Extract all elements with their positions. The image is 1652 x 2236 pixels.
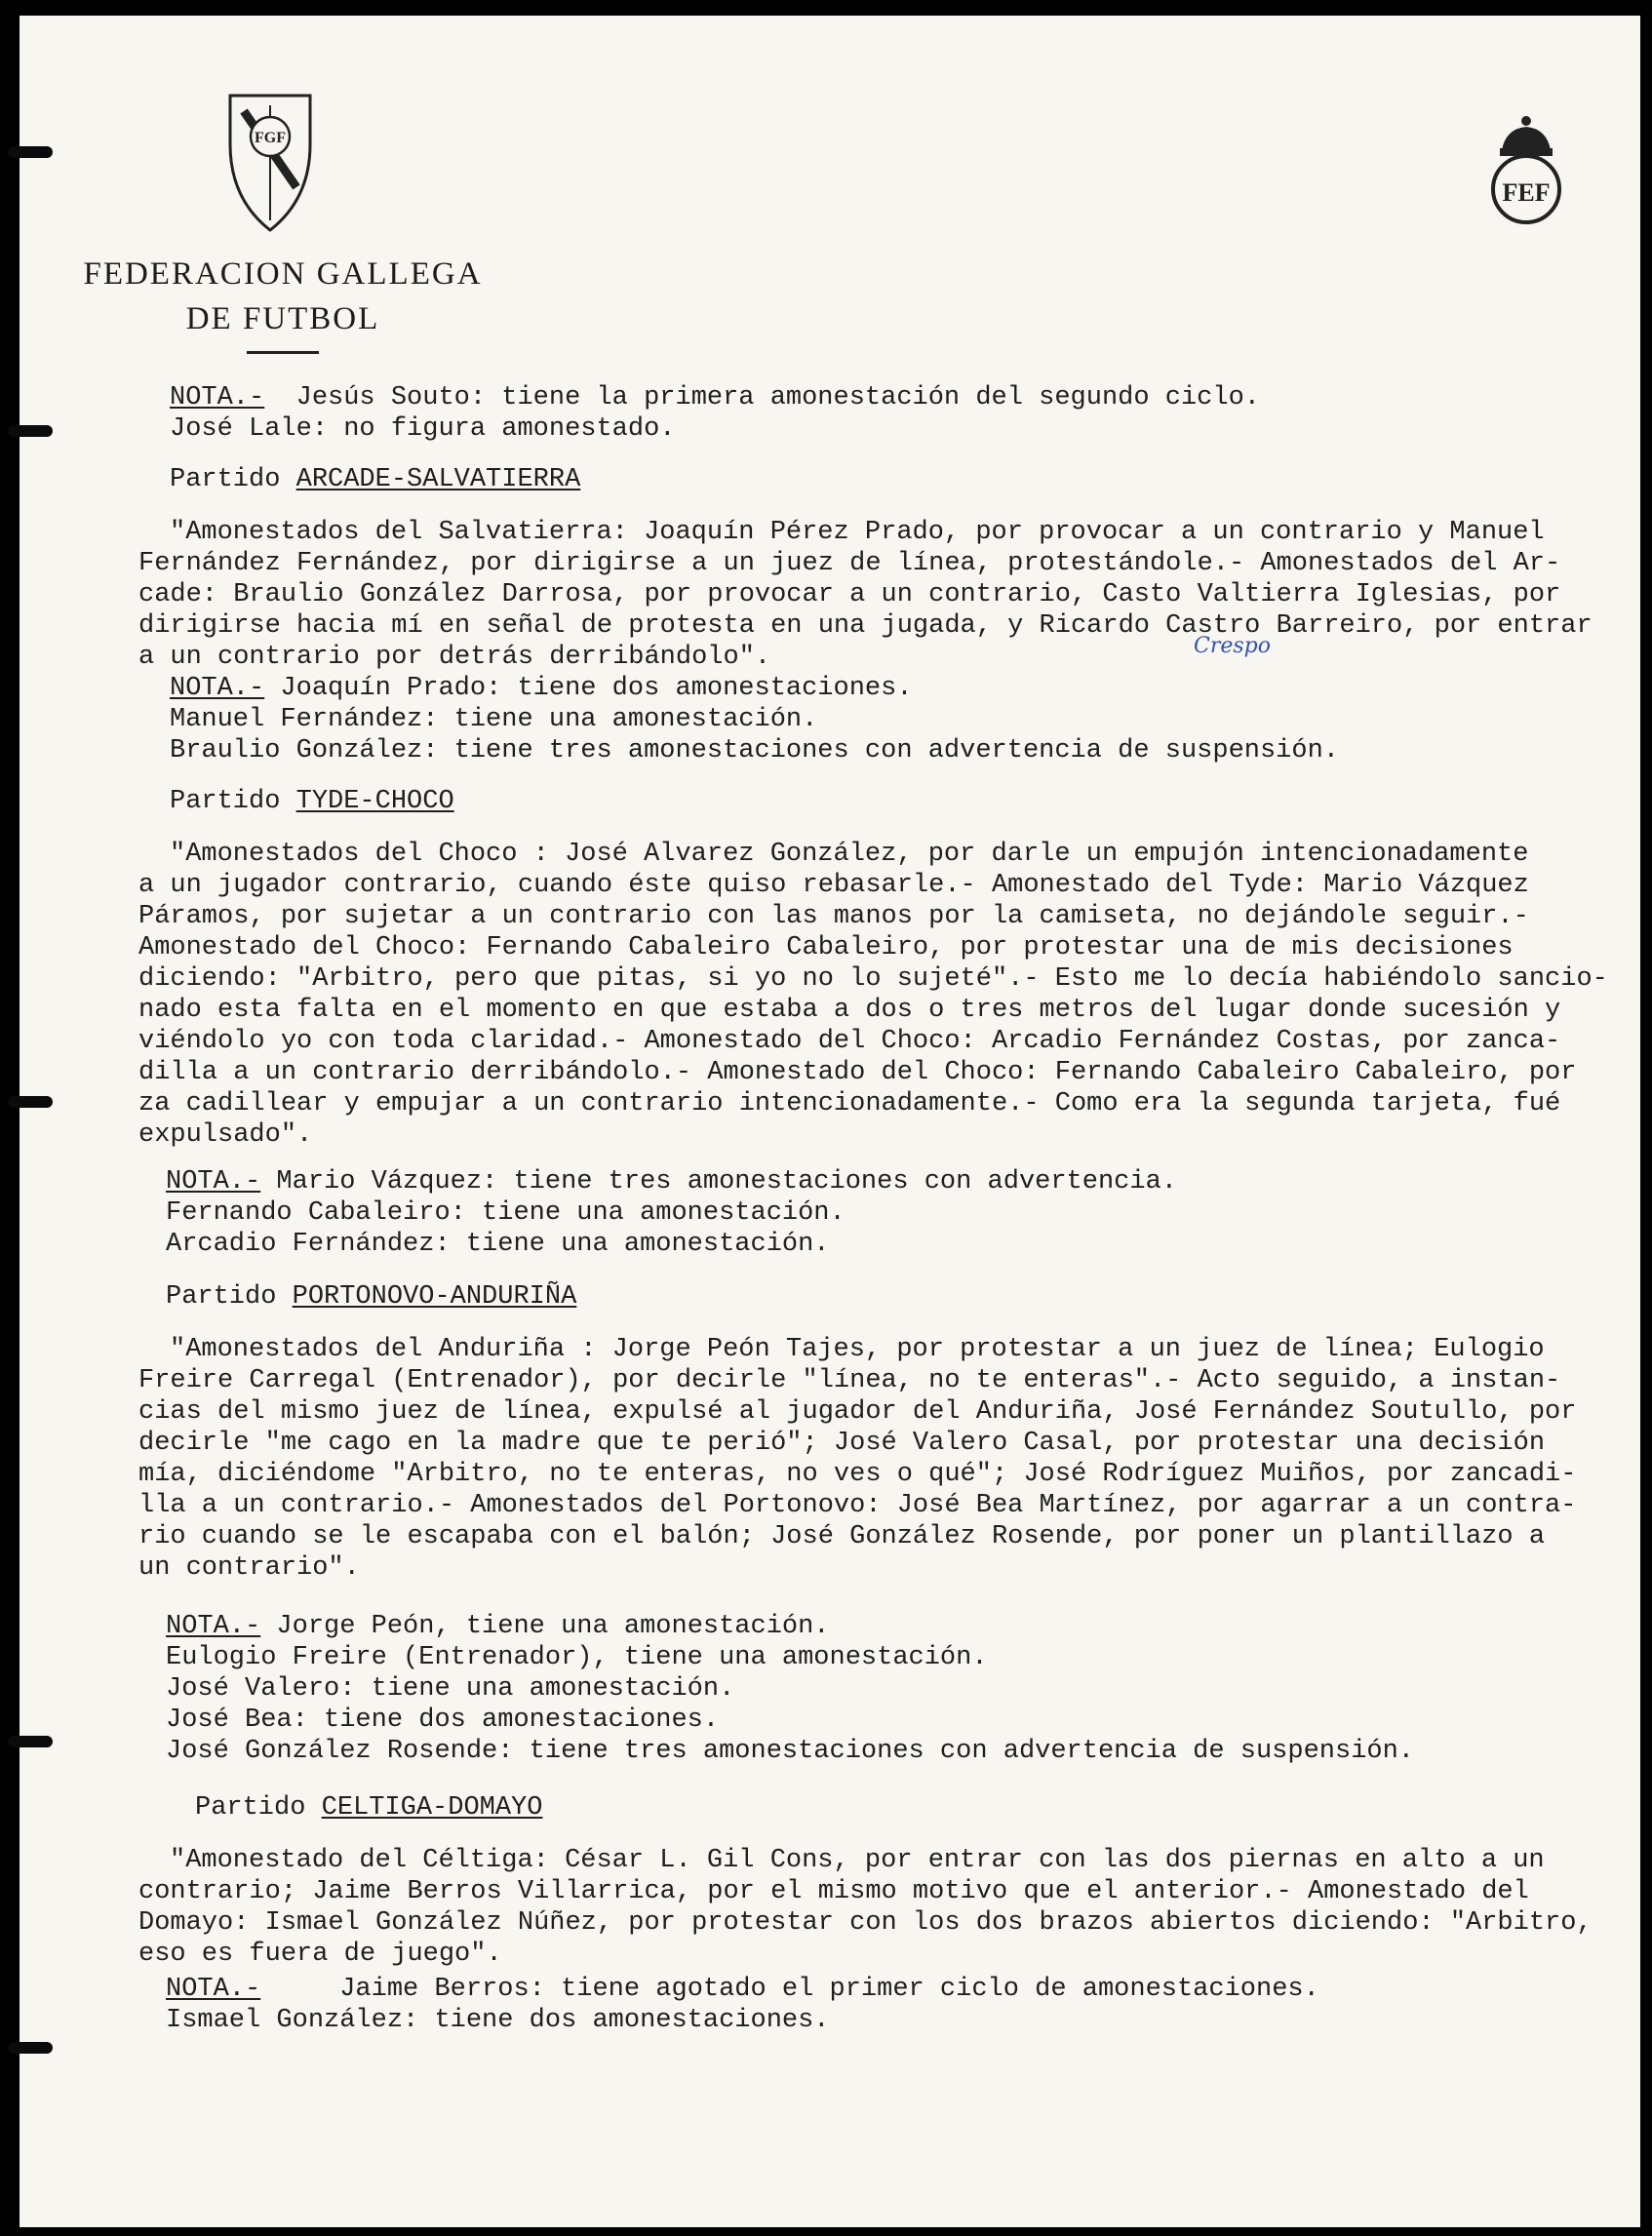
report-line: "Amonestados del Salvatierra: Joaquín Pérez Prado, por provocar a un contrario y Manuel bbox=[170, 518, 1545, 547]
nota-line bbox=[166, 1166, 1177, 1197]
handwritten-correction: Crespo bbox=[1194, 634, 1271, 658]
nota-text: Jorge Peón, tiene una amonestación. bbox=[260, 1612, 830, 1641]
report-line: decirle "me cago en la madre que te perió"; José Valero Casal, por protestar una decisión bbox=[138, 1429, 1546, 1458]
nota-line: Manuel Fernández: tiene una amonestación. bbox=[170, 705, 818, 734]
nota-line: Fernando Cabaleiro: tiene una amonestación. bbox=[166, 1198, 846, 1228]
nota-line: Arcadio Fernández: tiene una amonestación. bbox=[166, 1230, 830, 1259]
match-title: PORTONOVO-ANDURIÑA bbox=[292, 1282, 577, 1312]
nota-text: Joaquín Prado: tiene dos amonestaciones. bbox=[264, 674, 913, 703]
report-line: a un contrario por detrás derribándolo". bbox=[138, 643, 771, 672]
match-title: ARCADE-SALVATIERRA bbox=[295, 465, 581, 494]
report-line: cade: Braulio González Darrosa, por provocar a un contrario, Casto Valtierra Iglesias, por bbox=[138, 580, 1561, 609]
match-prefix: Partido bbox=[170, 465, 296, 494]
binder-hole bbox=[8, 2042, 53, 2054]
report-line: eso es fuera de juego". bbox=[138, 1940, 502, 1969]
report-line: Páramos, por sujetar a un contrario con las manos por la camiseta, no dejándole seguir.- bbox=[138, 902, 1529, 931]
nota-line: Braulio González: tiene tres amonestaciones con advertencia de suspensión. bbox=[170, 736, 1339, 765]
svg-text:FEF: FEF bbox=[1502, 178, 1551, 207]
report-line: dirigirse hacia mí en señal de protesta en una jugada, y Ricardo Castro Barreiro, por entrar bbox=[138, 611, 1593, 641]
report-line: rio cuando se le escapaba con el balón; José González Rosende, por poner un plantillazo a bbox=[138, 1522, 1546, 1551]
report-line: "Amonestados del Anduriña : Jorge Peón Tajes, por protestar a un juez de línea; Eulogio bbox=[170, 1335, 1545, 1364]
binder-hole bbox=[8, 425, 53, 437]
binder-hole bbox=[8, 1736, 53, 1747]
nota-text: Mario Vázquez: tiene tres amonestaciones con advertencia. bbox=[260, 1167, 1177, 1196]
nota-line: Eulogio Freire (Entrenador), tiene una amonestación. bbox=[166, 1643, 988, 1672]
report-line: nado esta falta en el momento en que estaba a dos o tres metros del lugar donde sucesión y bbox=[138, 996, 1561, 1025]
svg-text:FGF: FGF bbox=[255, 130, 286, 146]
report-line: Fernández Fernández, por dirigirse a un juez de línea, protestándole.- Amonestados del Ar- bbox=[138, 549, 1561, 578]
spanish-federation-crown-crest-icon bbox=[1486, 111, 1566, 226]
report-line: Freire Carregal (Entrenador), por decirle "línea, no te enteras".- Acto seguido, a instan- bbox=[138, 1366, 1561, 1395]
match-prefix: Partido bbox=[170, 787, 296, 816]
nota-line bbox=[170, 382, 1260, 413]
report-line: Amonestado del Choco: Fernando Cabaleiro Cabaleiro, por protestar una de mis decisiones bbox=[138, 933, 1514, 962]
nota-label: NOTA.- bbox=[166, 1612, 261, 1641]
nota-text: Jesús Souto: tiene la primera amonestación del segundo ciclo. bbox=[264, 383, 1260, 412]
letterhead bbox=[78, 252, 488, 354]
report-line: mía, diciéndome "Arbitro, no te enteras, no ves o qué"; José Rodríguez Muiños, por zancadi- bbox=[138, 1460, 1577, 1489]
report-line: viéndolo yo con toda claridad.- Amonestado del Choco: Arcadio Fernández Costas, por zanca- bbox=[138, 1027, 1561, 1056]
nota-line bbox=[166, 1611, 830, 1642]
report-line: cias del mismo juez de línea, expulsé al jugador del Anduriña, José Fernández Soutullo, por bbox=[138, 1397, 1577, 1427]
report-line: contrario; Jaime Berros Villarrica, por el mismo motivo que el anterior.- Amonestado del bbox=[138, 1877, 1529, 1906]
report-line: Domayo: Ismael González Núñez, por protestar con los dos brazos abiertos diciendo: "Arbitro, bbox=[138, 1908, 1593, 1938]
report-line: dilla a un contrario derribándolo.- Amonestado del Choco: Fernando Cabaleiro Cabaleiro, por bbox=[138, 1058, 1577, 1087]
org-name-line2: DE FUTBOL bbox=[185, 301, 380, 336]
match-prefix: Partido bbox=[195, 1793, 322, 1823]
report-line: expulsado". bbox=[138, 1120, 313, 1150]
nota-label: NOTA.- bbox=[166, 1975, 261, 2004]
nota-line bbox=[166, 1974, 1319, 2005]
report-line: diciendo: "Arbitro, pero que pitas, si yo no lo sujeté".- Esto me lo decía habiéndolo sancio- bbox=[138, 964, 1608, 994]
nota-line: José González Rosende: tiene tres amonestaciones con advertencia de suspensión. bbox=[166, 1737, 1415, 1766]
report-line: un contrario". bbox=[138, 1553, 360, 1583]
letterhead-rule bbox=[247, 351, 319, 354]
match-heading bbox=[166, 1281, 576, 1313]
report-line: za cadillear y empujar a un contrario intencionadamente.- Como era la segunda tarjeta, fué bbox=[138, 1089, 1561, 1118]
match-title: TYDE-CHOCO bbox=[295, 787, 454, 816]
nota-label: NOTA.- bbox=[170, 674, 265, 703]
galician-federation-shield-icon bbox=[226, 92, 314, 234]
nota-line: José Valero: tiene una amonestación. bbox=[166, 1674, 735, 1704]
nota-line: José Bea: tiene dos amonestaciones. bbox=[166, 1706, 720, 1735]
binder-hole bbox=[8, 146, 53, 158]
match-heading bbox=[170, 786, 454, 817]
match-prefix: Partido bbox=[166, 1282, 293, 1312]
report-line: lla a un contrario.- Amonestados del Portonovo: José Bea Martínez, por agarrar a un contra- bbox=[138, 1491, 1577, 1520]
nota-label: NOTA.- bbox=[170, 383, 265, 412]
report-line: "Amonestado del Céltiga: César L. Gil Cons, por entrar con las dos piernas en alto a un bbox=[170, 1846, 1545, 1875]
nota-text: Jaime Berros: tiene agotado el primer ciclo de amonestaciones. bbox=[260, 1975, 1319, 2004]
report-line: a un jugador contrario, cuando éste quiso rebasarle.- Amonestado del Tyde: Mario Vázquez bbox=[138, 871, 1529, 900]
nota-label: NOTA.- bbox=[166, 1167, 261, 1196]
binder-hole bbox=[8, 1096, 53, 1108]
report-line: "Amonestados del Choco : José Alvarez González, por darle un empujón intencionadamente bbox=[170, 840, 1529, 869]
nota-line bbox=[170, 673, 913, 704]
nota-line: José Lale: no figura amonestado. bbox=[170, 414, 676, 444]
match-heading bbox=[170, 464, 580, 495]
match-title: CELTIGA-DOMAYO bbox=[321, 1793, 543, 1823]
org-name-line1: FEDERACION GALLEGA bbox=[83, 256, 483, 292]
match-heading bbox=[195, 1792, 542, 1824]
nota-line: Ismael González: tiene dos amonestaciones. bbox=[166, 2006, 830, 2035]
